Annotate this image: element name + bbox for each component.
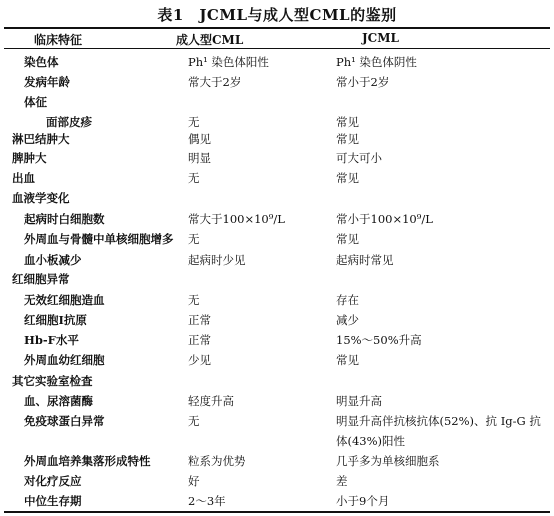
- adult-cml-cell: 少见: [188, 353, 211, 367]
- table-row: [0, 310, 554, 330]
- table-row: [0, 269, 554, 289]
- adult-cml-cell: 常大于100×10⁹/L: [188, 212, 285, 226]
- jcml-cell: Ph¹ 染色体阴性: [336, 55, 417, 69]
- jcml-cell: 常见: [336, 353, 359, 367]
- jcml-cell: 几乎多为单核细胞系: [336, 454, 440, 468]
- feature-cell: 起病时白细胞数: [24, 212, 105, 226]
- jcml-cell: 明显升高: [336, 394, 382, 408]
- feature-cell: 外周血与骨髓中单核细胞增多: [24, 232, 174, 246]
- jcml-cell: 小于9个月: [336, 494, 390, 508]
- feature-cell: 面部皮疹: [46, 115, 92, 129]
- feature-cell: Hb-F水平: [24, 333, 79, 347]
- table-row: [0, 371, 554, 391]
- feature-cell: 脾肿大: [12, 151, 47, 165]
- header-adult-cml: 成人型CML: [176, 33, 244, 47]
- feature-cell: 红细胞I抗原: [24, 313, 87, 327]
- feature-cell: 对化疗反应: [24, 474, 82, 488]
- adult-cml-cell: 正常: [188, 333, 211, 347]
- jcml-cell: 存在: [336, 293, 359, 307]
- table-row: [0, 391, 554, 411]
- table-row: [0, 229, 554, 249]
- adult-cml-cell: 无: [188, 115, 200, 129]
- table-row: [0, 471, 554, 491]
- table-row: [0, 209, 554, 229]
- feature-cell: 无效红细胞造血: [24, 293, 105, 307]
- table-row: [0, 129, 554, 149]
- table-row: [0, 350, 554, 370]
- table-row: [0, 52, 554, 72]
- adult-cml-cell: 2～3年: [188, 494, 226, 508]
- header-clinical-feature: 临床特征: [34, 33, 83, 47]
- feature-cell: 发病年龄: [24, 75, 70, 89]
- jcml-cell: 差: [336, 474, 348, 488]
- feature-cell: 体征: [24, 95, 47, 109]
- jcml-cell: 起病时常见: [336, 253, 394, 267]
- adult-cml-cell: 轻度升高: [188, 394, 234, 408]
- feature-cell: 淋巴结肿大: [12, 132, 70, 146]
- feature-cell: 免疫球蛋白异常: [24, 414, 105, 428]
- header-jcml: JCML: [362, 31, 399, 45]
- feature-cell: 红细胞异常: [12, 272, 70, 286]
- jcml-cell: 常见: [336, 232, 359, 246]
- jcml-cell: 常见: [336, 132, 359, 146]
- table-row: [0, 72, 554, 92]
- feature-cell: 染色体: [24, 55, 59, 69]
- jcml-cell: 常见: [336, 115, 359, 129]
- adult-cml-cell: 正常: [188, 313, 211, 327]
- feature-cell: 中位生存期: [24, 494, 82, 508]
- jcml-cell: 常小于2岁: [336, 75, 390, 89]
- adult-cml-cell: 明显: [188, 151, 211, 165]
- adult-cml-cell: 好: [188, 474, 200, 488]
- feature-cell: 外周血幼红细胞: [24, 353, 105, 367]
- header-rule: [4, 48, 550, 49]
- table-row: [0, 188, 554, 208]
- adult-cml-cell: 无: [188, 171, 200, 185]
- jcml-cell: 15%～50%升高: [336, 333, 422, 347]
- feature-cell: 血、尿溶菌酶: [24, 394, 93, 408]
- table-row: [0, 451, 554, 471]
- jcml-cell: 明显升高伴抗核抗体(52%)、抗 Ig-G 抗体(43%)阳性: [336, 414, 541, 448]
- feature-cell: 血小板减少: [24, 253, 82, 267]
- feature-cell: 出血: [12, 171, 35, 185]
- table-title: 表1 JCML与成人型CML的鉴别: [157, 6, 397, 24]
- feature-cell: 血液学变化: [12, 191, 70, 205]
- table-row: [0, 148, 554, 168]
- table-row: [0, 92, 554, 112]
- table-row: [0, 290, 554, 310]
- feature-cell: 外周血培养集落形成特性: [24, 454, 151, 468]
- bottom-rule: [4, 511, 550, 513]
- jcml-cell: 可大可小: [336, 151, 382, 165]
- table-row: [0, 411, 554, 448]
- adult-cml-cell: 无: [188, 293, 200, 307]
- jcml-cell: 常小于100×10⁹/L: [336, 212, 433, 226]
- top-rule: [4, 27, 550, 29]
- adult-cml-cell: 偶见: [188, 132, 211, 146]
- adult-cml-cell: 粒系为优势: [188, 454, 246, 468]
- adult-cml-cell: 起病时少见: [188, 253, 246, 267]
- table-row: [0, 330, 554, 350]
- jcml-cell: 常见: [336, 171, 359, 185]
- adult-cml-cell: 无: [188, 414, 200, 428]
- table-row: [0, 168, 554, 188]
- table-row: [0, 491, 554, 511]
- feature-cell: 其它实验室检查: [12, 374, 93, 388]
- table-row: [0, 250, 554, 270]
- adult-cml-cell: 无: [188, 232, 200, 246]
- jcml-cell: 减少: [336, 313, 359, 327]
- adult-cml-cell: Ph¹ 染色体阳性: [188, 55, 269, 69]
- adult-cml-cell: 常大于2岁: [188, 75, 242, 89]
